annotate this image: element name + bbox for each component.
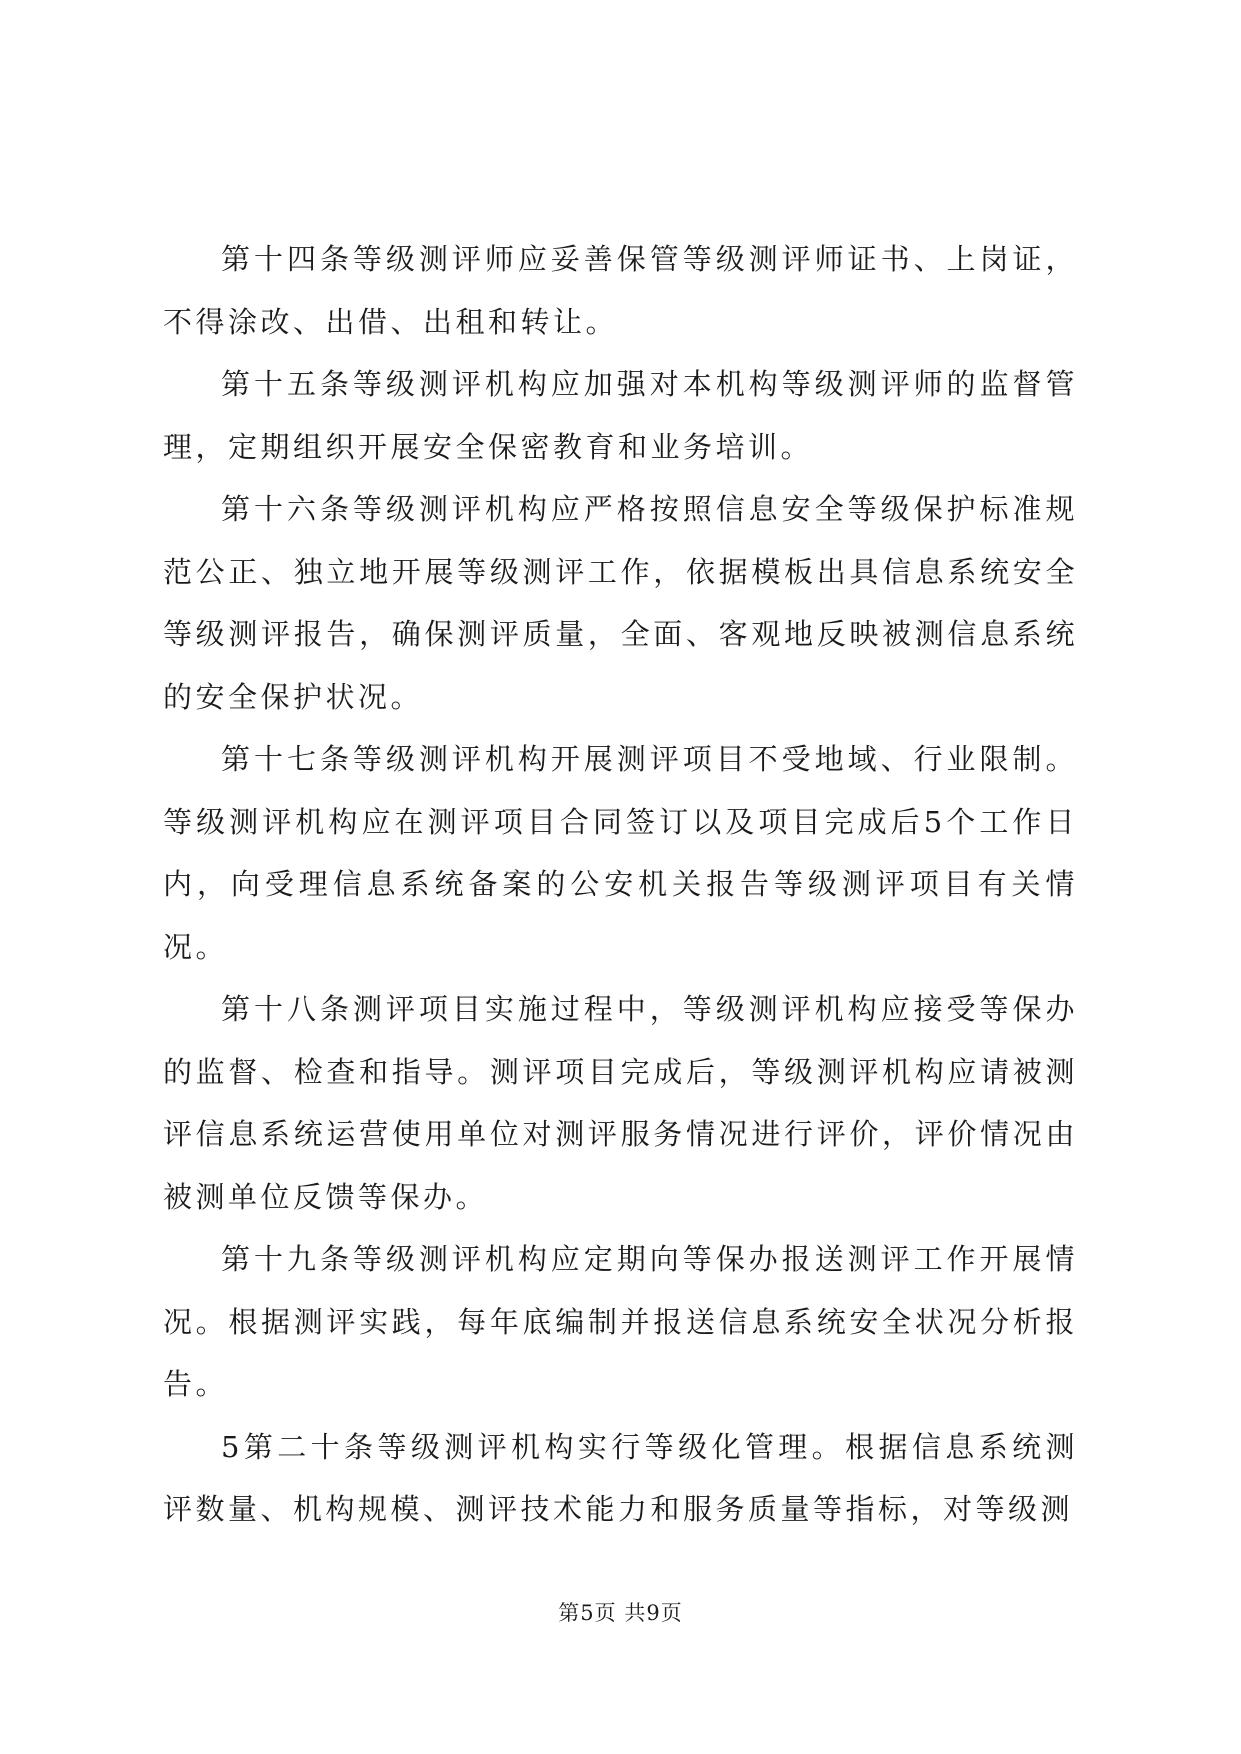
document-body [163, 228, 1078, 1541]
paragraph-article-14: 第十四条等级测评师应妥善保管等级测评师证书、上岗证，不得涂改、出借、出租和转让。 [163, 242, 1078, 339]
paragraph-article-17: 第十七条等级测评机构开展测评项目不受地域、行业限制。等级测评机构应在测评项目合同签订以及项目完成后5个工作日内，向受理信息系统备案的公安机关报告等级测评项目有关情况。 [163, 742, 1078, 964]
paragraph-article-19: 第十九条等级测评机构应定期向等保办报送测评工作开展情况。根据测评实践，每年底编制并报送信息系统安全状况分析报告。 [163, 1242, 1078, 1401]
paragraph-article-15: 第十五条等级测评机构应加强对本机构等级测评师的监督管理，定期组织开展安全保密教育和业务培训。 [163, 367, 1078, 464]
paragraph-article-20: 5第二十条等级测评机构实行等级化管理。根据信息系统测评数量、机构规模、测评技术能力和服务质量等指标，对等级测 [163, 1429, 1078, 1526]
page-number-footer: 第5页 共9页 [558, 1601, 683, 1625]
paragraph-article-16: 第十六条等级测评机构应严格按照信息安全等级保护标准规范公正、独立地开展等级测评工作，依据模板出具信息系统安全等级测评报告，确保测评质量，全面、客观地反映被测信息系统的安全保护状况。 [163, 492, 1078, 714]
paragraph-article-18: 第十八条测评项目实施过程中，等级测评机构应接受等保办的监督、检查和指导。测评项目完成后，等级测评机构应请被测评信息系统运营使用单位对测评服务情况进行评价，评价情况由被测单位反馈等保办。 [163, 992, 1078, 1214]
